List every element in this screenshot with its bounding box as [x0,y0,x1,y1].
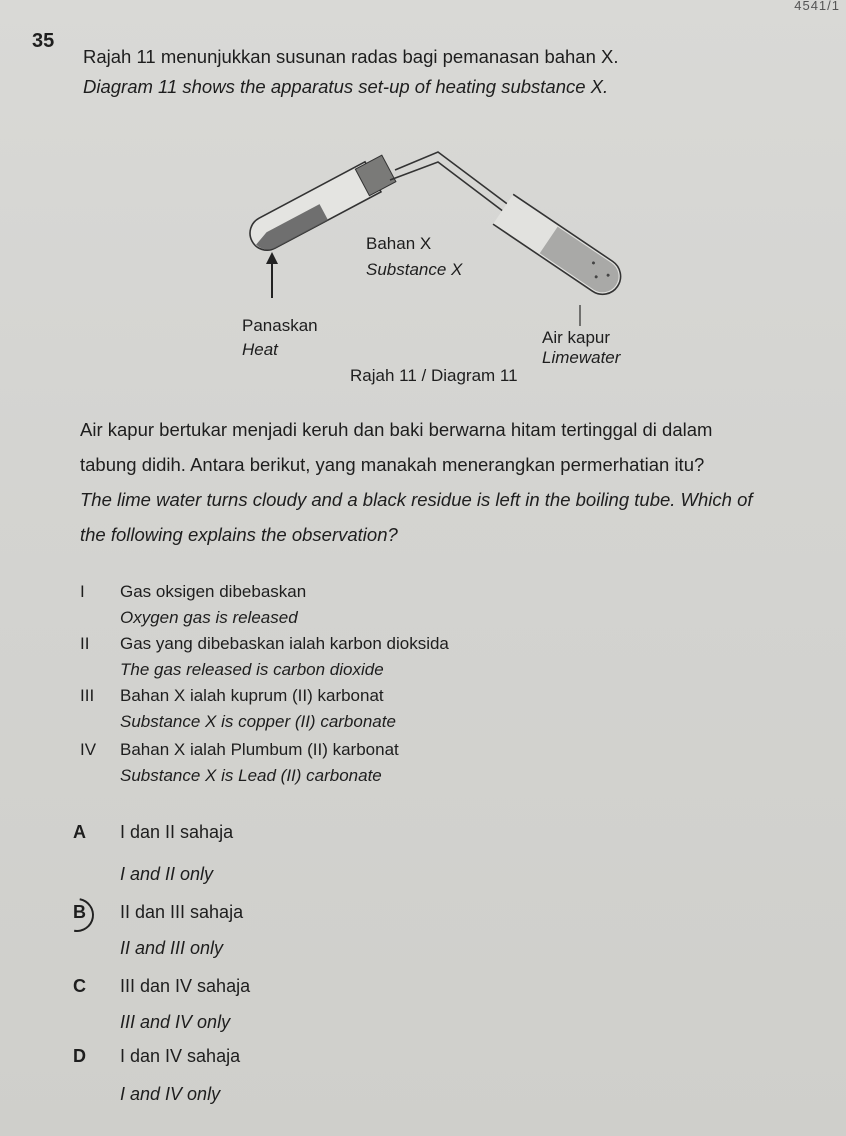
choice-b-english[interactable]: II and III only [120,938,224,958]
heat-arrow-head [266,252,278,264]
label-substance-malay: Bahan X [366,234,432,253]
page-code: 4541/1 [794,0,840,13]
question-stem-english: Diagram 11 shows the apparatus set-up of heating substance X. [83,76,609,97]
label-limewater-malay: Air kapur [542,328,611,347]
label-substance-english: Substance X [366,260,463,279]
choice-d-letter[interactable]: D [73,1046,86,1066]
test-tube [493,194,628,301]
statement-i-roman: I [80,582,85,601]
statement-ii-english: The gas released is carbon dioxide [120,660,384,679]
statement-i-malay: Gas oksigen dibebaskan [120,582,307,601]
statement-iii-roman: III [80,686,95,705]
observation-malay-line2: tabung didih. Antara berikut, yang manakah menerangkan permerhatian itu? [80,454,705,475]
observation-malay-line1: Air kapur bertukar menjadi keruh dan baki berwarna hitam tertinggal di dalam [80,419,713,440]
choice-c-english[interactable]: III and IV only [120,1012,231,1032]
choice-d-malay[interactable]: I dan IV sahaja [120,1046,241,1066]
choice-b-letter[interactable]: B [73,902,86,922]
choice-a-malay[interactable]: I dan II sahaja [120,822,234,842]
question-number: 35 [32,30,55,52]
statement-iii-english: Substance X is copper (II) carbonate [120,712,396,731]
apparatus-diagram [200,130,670,390]
statement-iv-roman: IV [80,740,97,759]
choice-b-malay[interactable]: II dan III sahaja [120,902,244,922]
label-heat-english: Heat [242,340,278,359]
statement-ii-malay: Gas yang dibebaskan ialah karbon dioksida [120,634,449,653]
choice-a-english[interactable]: I and II only [120,864,214,884]
choice-a-letter[interactable]: A [73,822,86,842]
diagram-caption: Rajah 11 / Diagram 11 [350,366,518,385]
choice-c-malay[interactable]: III dan IV sahaja [120,976,251,996]
statement-i-english: Oxygen gas is released [120,608,298,627]
observation-english-line2: the following explains the observation? [80,524,398,545]
observation-english-line1: The lime water turns cloudy and a black residue is left in the boiling tube. Which of [80,489,753,510]
statement-iv-english: Substance X is Lead (II) carbonate [120,766,382,785]
choice-d-english[interactable]: I and IV only [120,1084,221,1104]
question-stem-malay: Rajah 11 menunjukkan susunan radas bagi pemanasan bahan X. [83,46,619,67]
statement-iv-malay: Bahan X ialah Plumbum (II) karbonat [120,740,399,759]
label-limewater-english: Limewater [542,348,621,367]
choice-c-letter[interactable]: C [73,976,86,996]
statement-iii-malay: Bahan X ialah kuprum (II) karbonat [120,686,384,705]
label-heat-malay: Panaskan [242,316,318,335]
statement-ii-roman: II [80,634,90,653]
